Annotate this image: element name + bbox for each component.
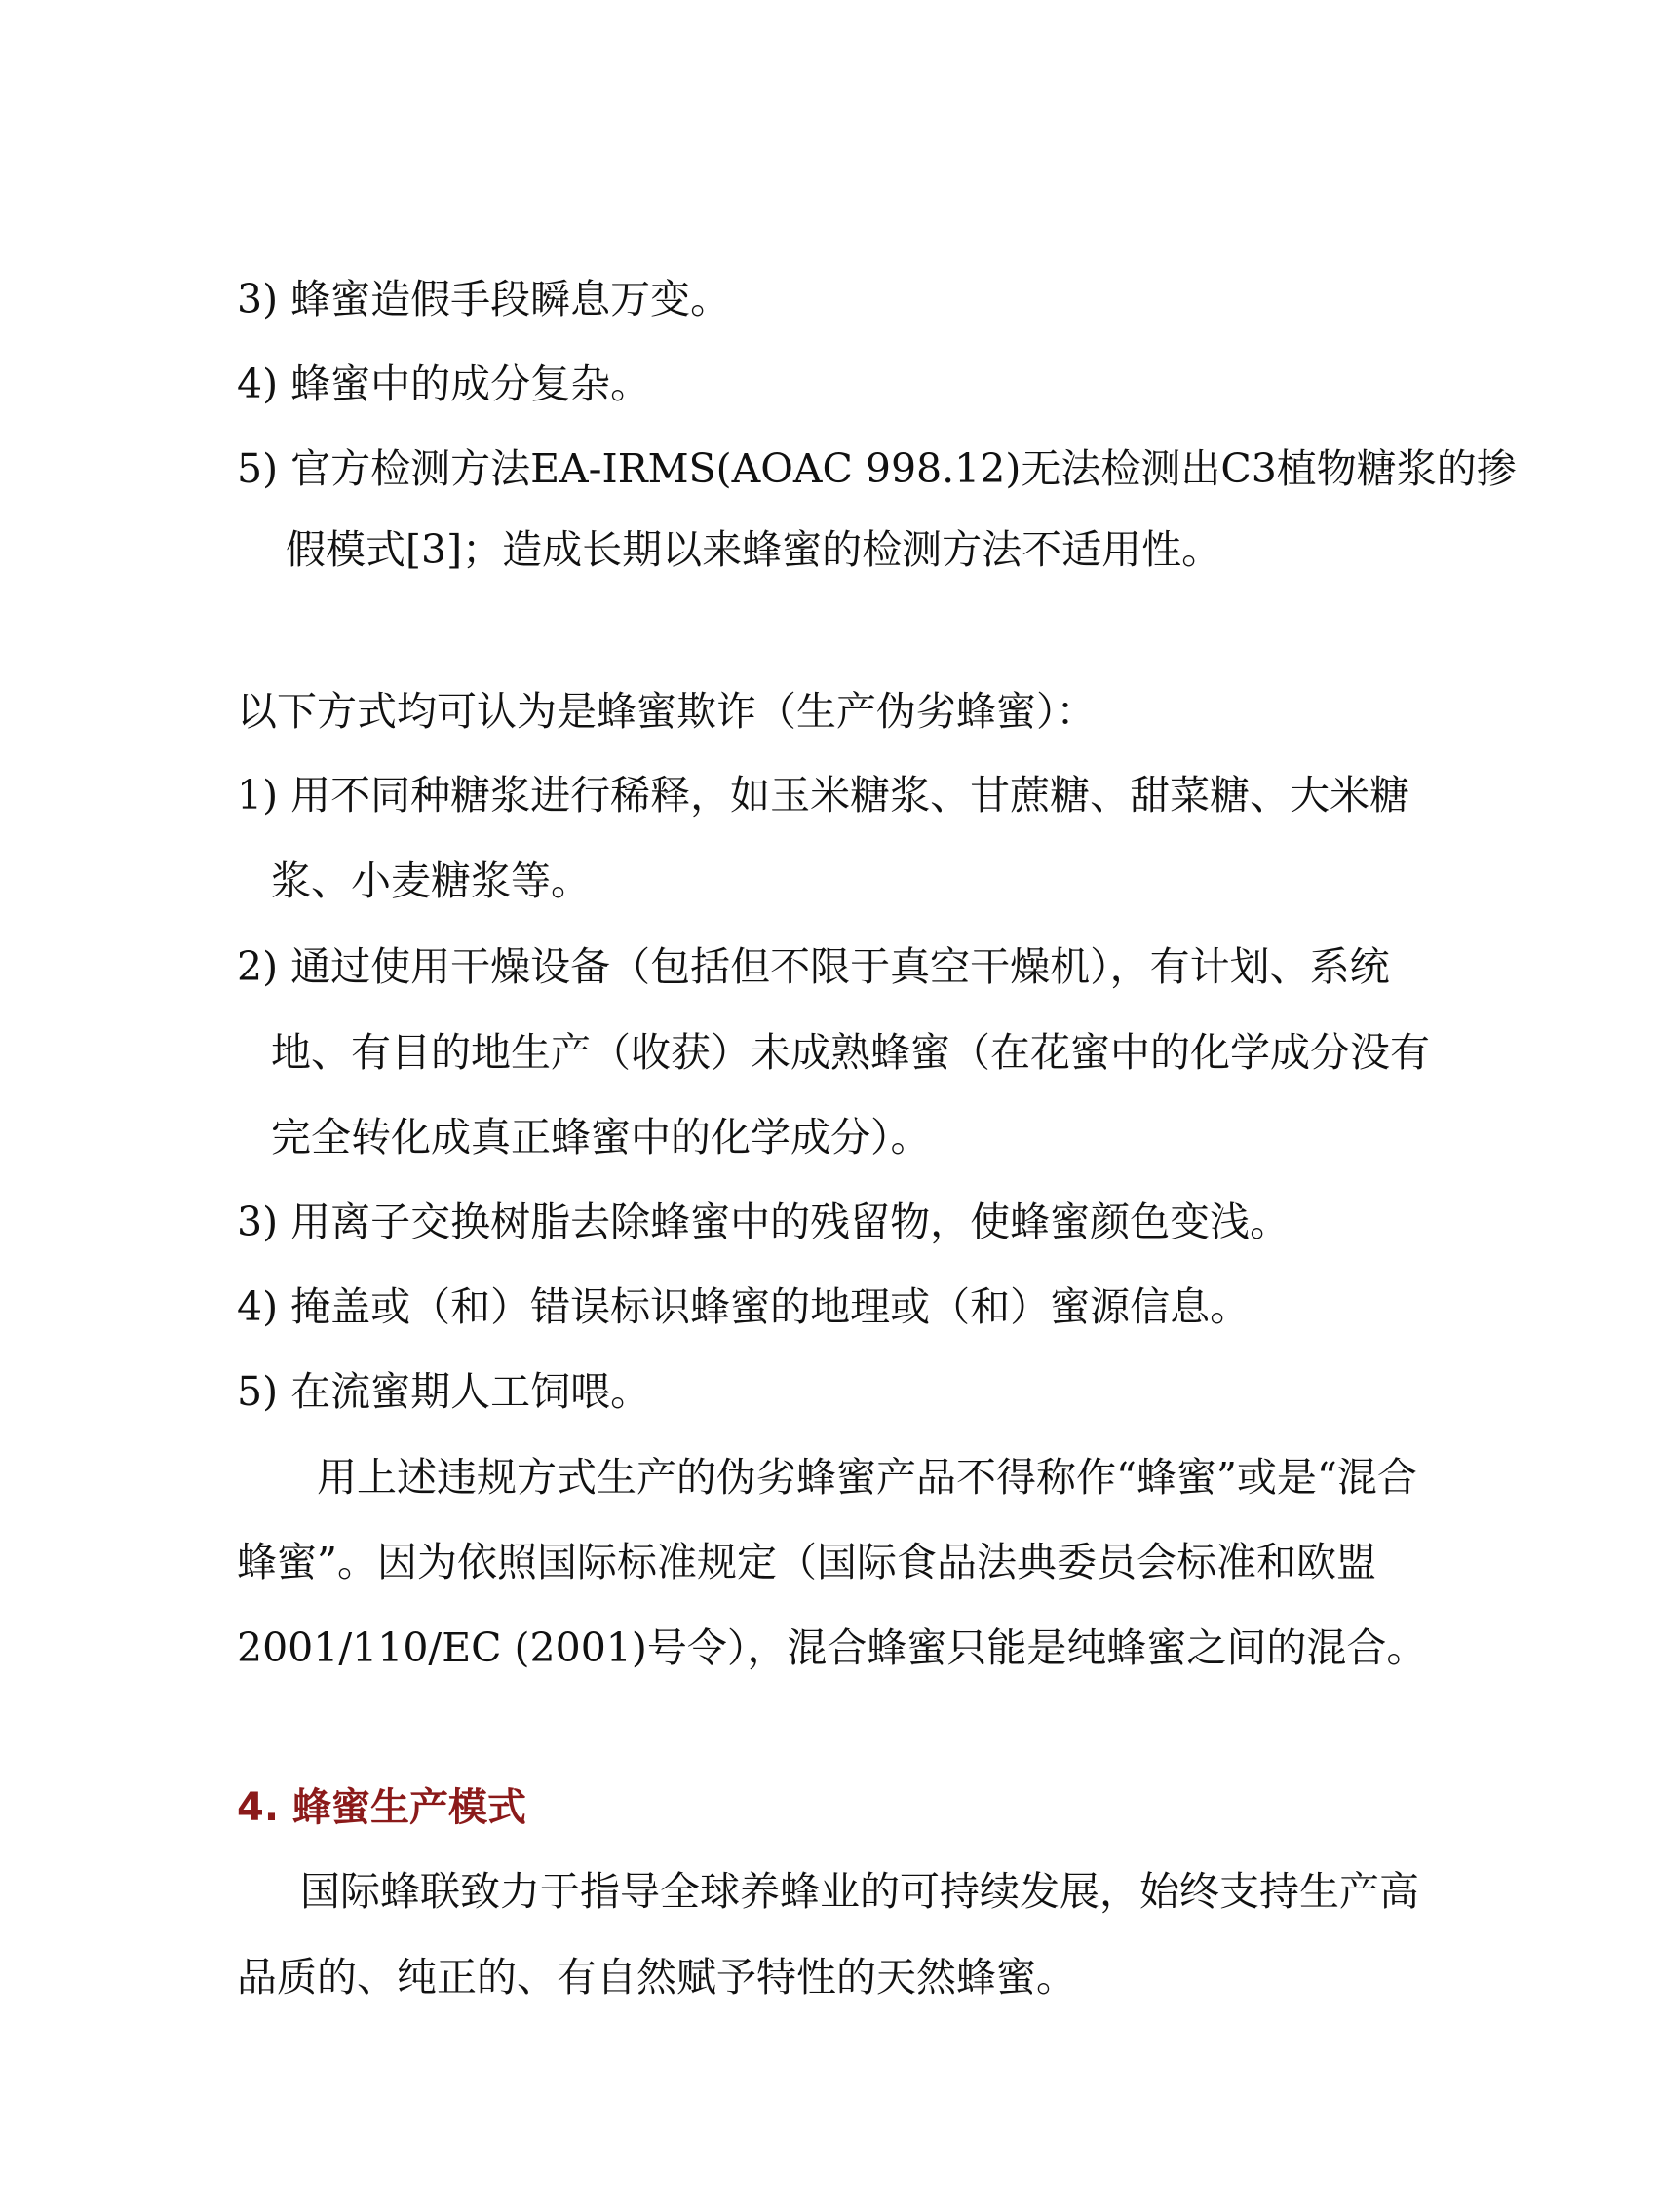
section-4-heading: 4. 蜂蜜生产模式 — [237, 1785, 526, 1830]
list-b-item-4: 4) 掩盖或（和）错误标识蜂蜜的地理或（和）蜜源信息。 — [237, 1283, 1251, 1330]
list-b-item-2-line-1: 2) 通过使用干燥设备（包括但不限于真空干燥机），有计划、系统 — [237, 943, 1390, 990]
section-4-line-1: 国际蜂联致力于指导全球养蜂业的可持续发展，始终支持生产高 — [300, 1868, 1419, 1915]
fraud-intro: 以下方式均可认为是蜂蜜欺诈（生产伪劣蜂蜜）： — [237, 688, 1097, 735]
paragraph-1-line-1: 用上述违规方式生产的伪劣蜂蜜产品不得称作“蜂蜜”或是“混合 — [317, 1454, 1417, 1501]
paragraph-1-line-2: 蜂蜜”。因为依照国际标准规定（国际食品法典委员会标准和欧盟 — [237, 1539, 1376, 1585]
list-b-item-2-line-2: 地、有目的地生产（收获）未成熟蜂蜜（在花蜜中的化学成分没有 — [271, 1029, 1430, 1076]
list-a-item-3: 3) 蜂蜜造假手段瞬息万变。 — [237, 276, 731, 323]
list-b-item-1-line-1: 1) 用不同种糖浆进行稀释，如玉米糖浆、甘蔗糖、甜菜糖、大米糖 — [237, 772, 1410, 819]
list-b-item-1-line-2: 浆、小麦糖浆等。 — [271, 858, 591, 904]
paragraph-1-line-3: 2001/110/EC (2001)号令），混合蜂蜜只能是纯蜂蜜之间的混合。 — [237, 1624, 1427, 1671]
list-b-item-3: 3) 用离子交换树脂去除蜂蜜中的残留物，使蜂蜜颜色变浅。 — [237, 1199, 1291, 1245]
list-a-item-5-line-2: 假模式[3]；造成长期以来蜂蜜的检测方法不适用性。 — [286, 526, 1222, 573]
section-4-line-2: 品质的、纯正的、有自然赋予特性的天然蜂蜜。 — [237, 1954, 1076, 2001]
list-b-item-5: 5) 在流蜜期人工饲喂。 — [237, 1368, 651, 1415]
list-b-item-2-line-3: 完全转化成真正蜂蜜中的化学成分）。 — [271, 1114, 931, 1161]
list-a-item-4: 4) 蜂蜜中的成分复杂。 — [237, 361, 651, 407]
list-a-item-5-line-1: 5) 官方检测方法EA-IRMS(AOAC 998.12)无法检测出C3植物糖浆的掺 — [237, 445, 1517, 492]
